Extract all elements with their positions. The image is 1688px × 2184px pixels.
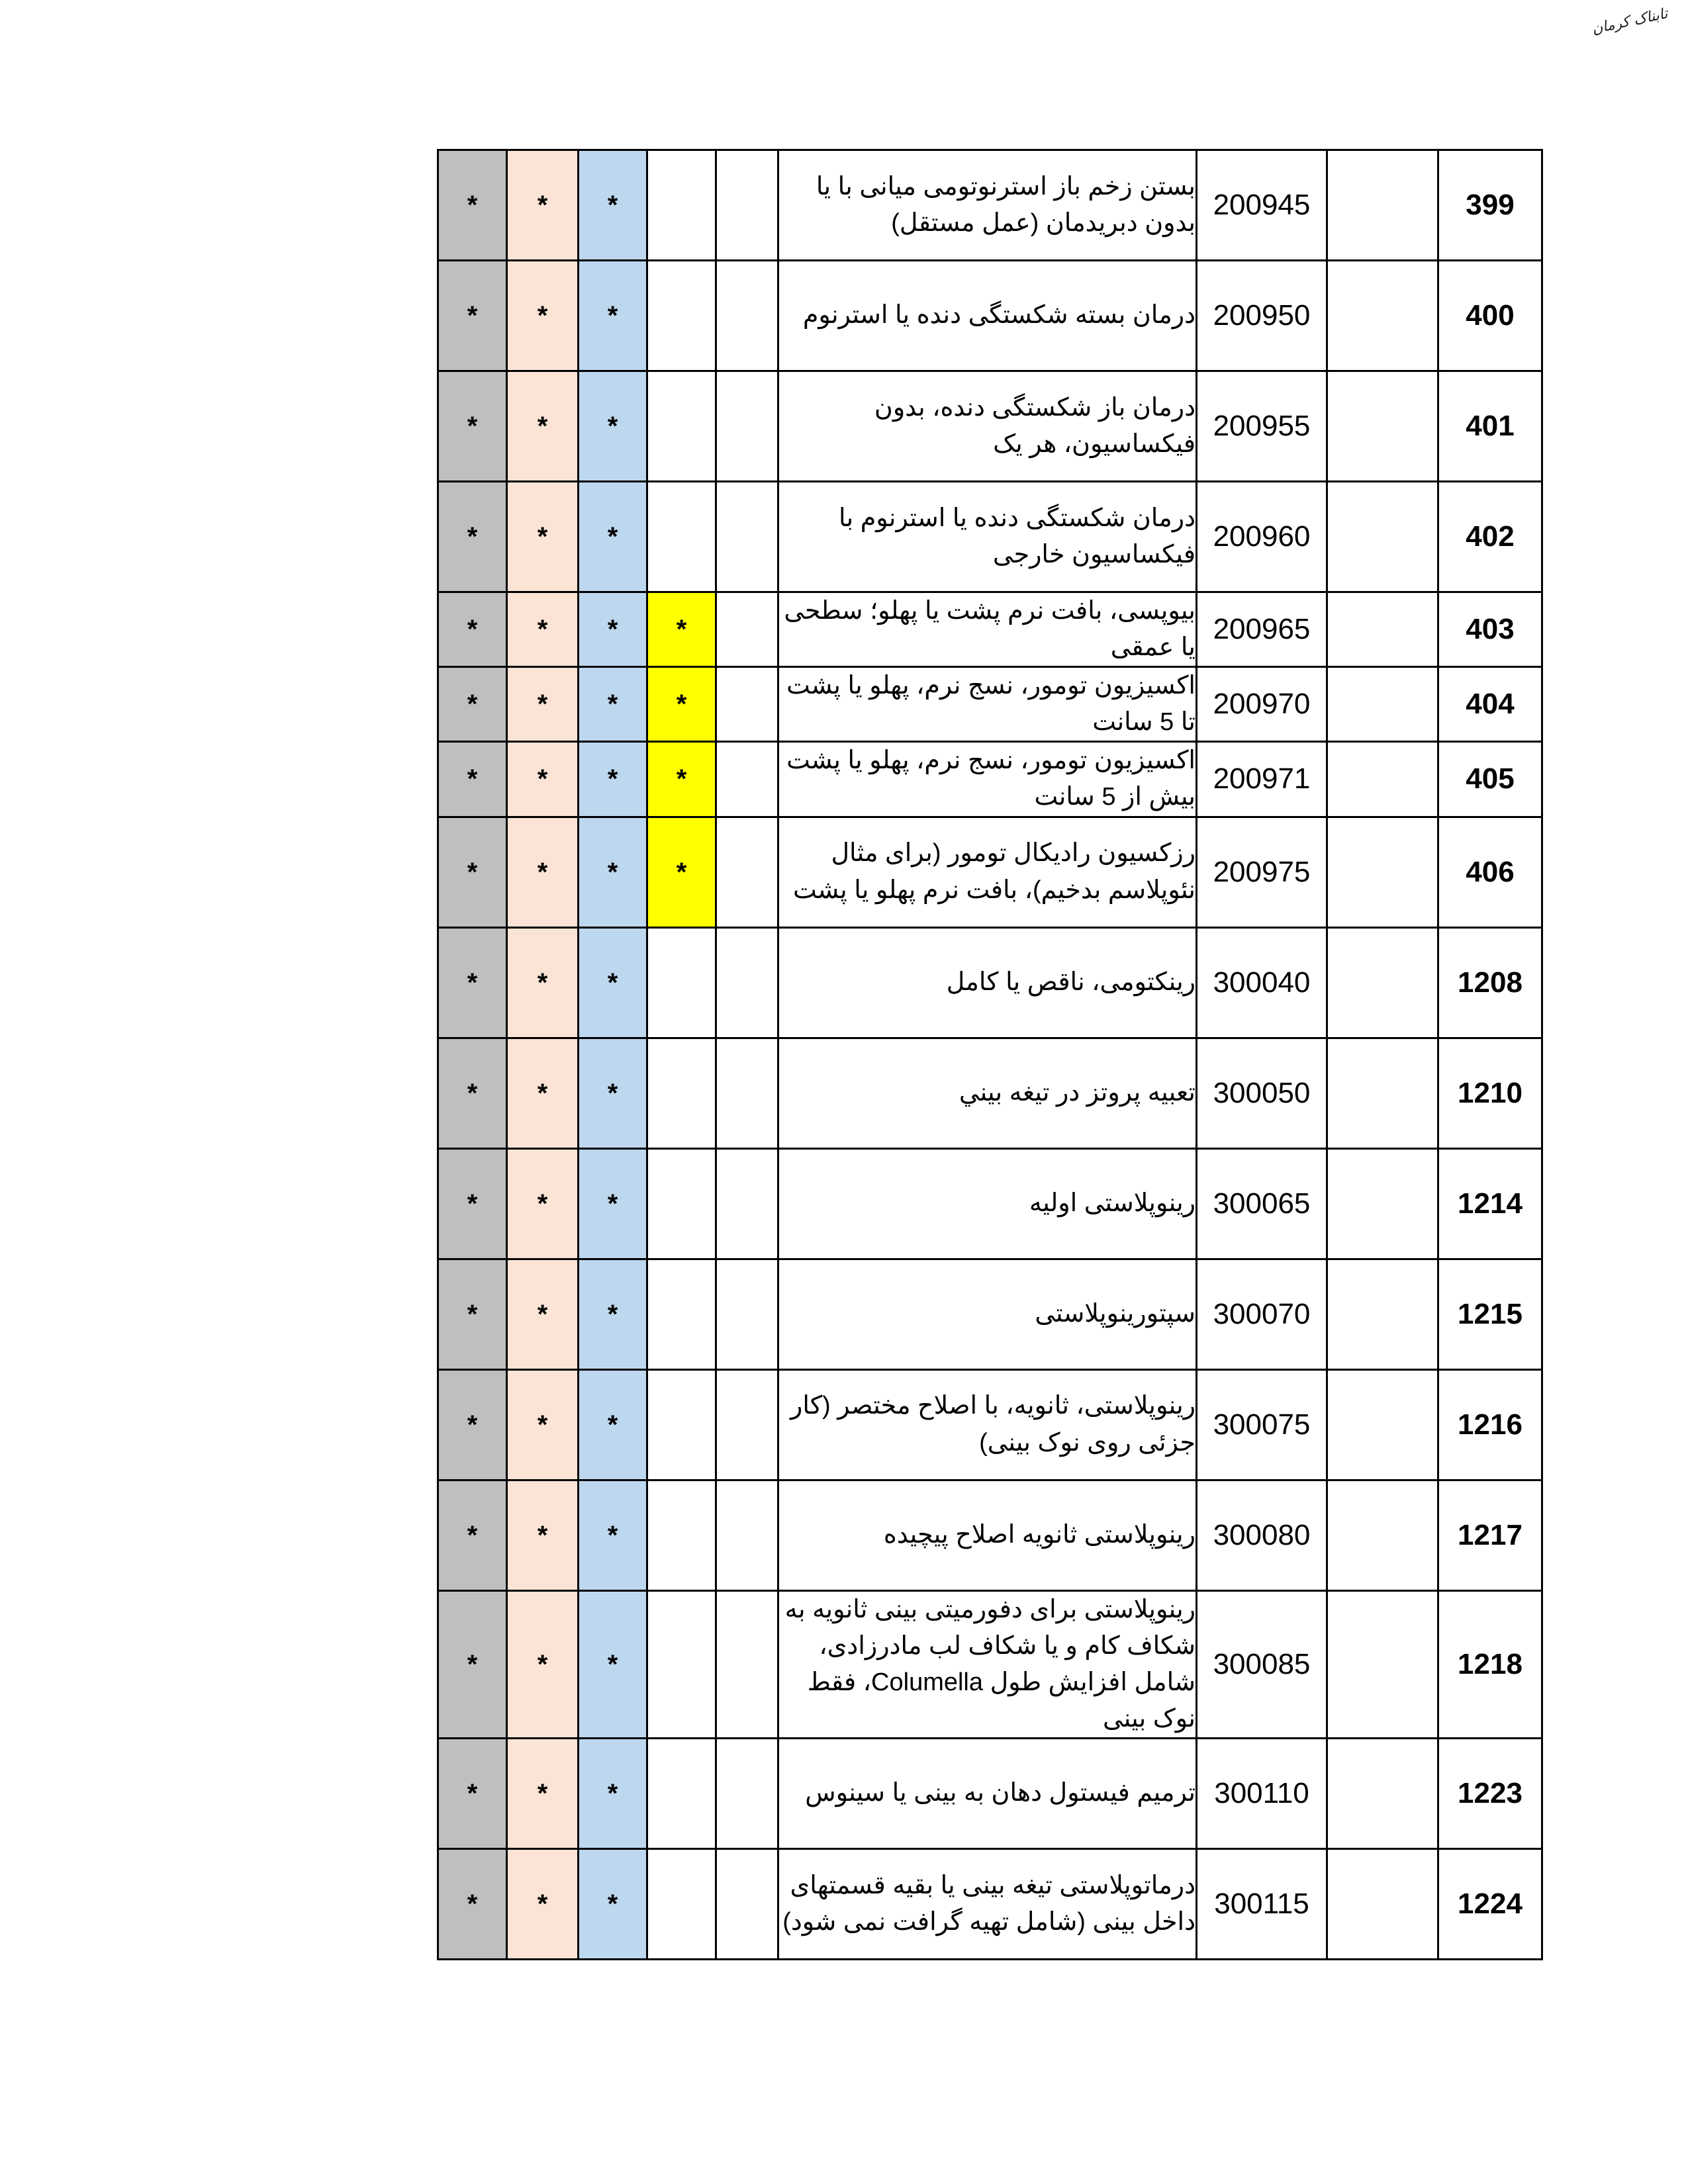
flag-column-cell [647,1038,716,1148]
blank-cell [716,482,778,592]
blue-column-cell-mark: * [607,1520,618,1550]
flag-column-cell [647,742,716,817]
peach-column-cell-mark: * [537,1078,548,1108]
service-description: اکسیزیون تومور، نسج نرم، پهلو یا پشت بیش از 5 سانت [778,742,1197,817]
service-description: رینوپلاستی، ثانویه، با اصلاح مختصر (کار جزئی روی نوک بینی) [778,1369,1197,1480]
blank-cell [716,1259,778,1369]
peach-column-cell [507,1259,579,1369]
table-row [438,742,1542,817]
peach-column-cell-mark: * [537,690,548,719]
blank-cell [716,927,778,1038]
gray-column-cell [438,1848,507,1959]
flag-column-cell-mark: * [676,857,687,887]
empty-cell [1327,1480,1438,1590]
blue-column-cell [579,371,647,482]
flag-column-cell [647,1369,716,1480]
row-number: 1216 [1438,1369,1542,1480]
service-code: 300075 [1197,1369,1327,1480]
flag-column-cell [647,817,716,927]
row-number: 1224 [1438,1848,1542,1959]
peach-column-cell [507,371,579,482]
row-number: 1223 [1438,1738,1542,1848]
flag-column-cell [647,667,716,742]
flag-column-cell-mark: * [676,764,687,794]
service-code: 200950 [1197,261,1327,371]
row-number: 405 [1438,742,1542,817]
blue-column-cell [579,742,647,817]
blue-column-cell-mark: * [607,1889,618,1919]
peach-column-cell [507,150,579,261]
blue-column-cell-mark: * [607,1649,618,1679]
blank-cell [716,1480,778,1590]
table-row [438,927,1542,1038]
gray-column-cell [438,1259,507,1369]
gray-column-cell [438,817,507,927]
empty-cell [1327,742,1438,817]
service-description: درمان بسته شکستگی دنده یا استرنوم [778,261,1197,371]
empty-cell [1327,371,1438,482]
blue-column-cell [579,817,647,927]
row-number: 1210 [1438,1038,1542,1148]
blank-cell [716,371,778,482]
blank-cell [716,150,778,261]
flag-column-cell [647,1590,716,1738]
blue-column-cell-mark: * [607,412,618,441]
peach-column-cell-mark: * [537,1410,548,1439]
row-number: 406 [1438,817,1542,927]
peach-column-cell-mark: * [537,1520,548,1550]
blank-cell [716,742,778,817]
tariff-table [437,149,1543,1960]
blue-column-cell-mark: * [607,522,618,551]
flag-column-cell [647,927,716,1038]
flag-column-cell [647,261,716,371]
peach-column-cell-mark: * [537,412,548,441]
empty-cell [1327,1848,1438,1959]
table-body [438,150,1542,1960]
flag-column-cell [647,1848,716,1959]
peach-column-cell-mark: * [537,1189,548,1218]
gray-column-cell-mark: * [467,191,478,220]
blue-column-cell [579,1259,647,1369]
flag-column-cell [647,1148,716,1259]
service-code: 300070 [1197,1259,1327,1369]
service-code: 300115 [1197,1848,1327,1959]
empty-cell [1327,1259,1438,1369]
blue-column-cell [579,667,647,742]
table-row [438,1148,1542,1259]
table-row [438,371,1542,482]
empty-cell [1327,592,1438,667]
peach-column-cell-mark: * [537,1778,548,1808]
table-row [438,667,1542,742]
peach-column-cell-mark: * [537,764,548,794]
blank-cell [716,1738,778,1848]
service-description: اکسیزیون تومور، نسج نرم، پهلو یا پشت تا 5 سانت [778,667,1197,742]
flag-column-cell-mark: * [676,615,687,645]
empty-cell [1327,1369,1438,1480]
blank-cell [716,1148,778,1259]
empty-cell [1327,150,1438,261]
peach-column-cell-mark: * [537,1649,548,1679]
service-description: رینوپلاستی برای دفورمیتی بینی ثانویه به شکاف کام و یا شکاف لب مادرزادی، شامل افزایش طول Columella، فقط نوک بینی [778,1590,1197,1738]
blue-column-cell [579,1369,647,1480]
gray-column-cell-mark: * [467,412,478,441]
row-number: 400 [1438,261,1542,371]
gray-column-cell-mark: * [467,968,478,997]
gray-column-cell [438,1369,507,1480]
service-description: درمان شکستگی دنده یا استرنوم با فیکساسیون خارجی [778,482,1197,592]
peach-column-cell-mark: * [537,615,548,645]
service-code: 300065 [1197,1148,1327,1259]
service-code: 200970 [1197,667,1327,742]
service-description: بستن زخم باز استرنوتومی میانی با یا بدون دبریدمان (عمل مستقل) [778,150,1197,261]
table-row [438,150,1542,261]
flag-column-cell [647,592,716,667]
peach-column-cell [507,1590,579,1738]
gray-column-cell [438,742,507,817]
blue-column-cell-mark: * [607,968,618,997]
empty-cell [1327,1148,1438,1259]
peach-column-cell-mark: * [537,1889,548,1919]
blue-column-cell-mark: * [607,1410,618,1439]
blue-column-cell [579,1590,647,1738]
service-code: 200945 [1197,150,1327,261]
gray-column-cell [438,667,507,742]
service-code: 300110 [1197,1738,1327,1848]
blank-cell [716,817,778,927]
blank-cell [716,592,778,667]
blue-column-cell-mark: * [607,191,618,220]
row-number: 1218 [1438,1590,1542,1738]
blue-column-cell [579,1480,647,1590]
service-code: 200965 [1197,592,1327,667]
service-description: سپتورینوپلاستی [778,1259,1197,1369]
blue-column-cell-mark: * [607,857,618,887]
gray-column-cell [438,592,507,667]
service-code: 200960 [1197,482,1327,592]
gray-column-cell [438,1038,507,1148]
flag-column-cell [647,1480,716,1590]
flag-column-cell [647,1259,716,1369]
gray-column-cell-mark: * [467,857,478,887]
blue-column-cell [579,1148,647,1259]
service-description: ترمیم فیستول دهان به بینی یا سینوس [778,1738,1197,1848]
table-row [438,1259,1542,1369]
blue-column-cell [579,927,647,1038]
service-description: تعبیه پروتز در تیغه بيني [778,1038,1197,1148]
gray-column-cell-mark: * [467,1078,478,1108]
gray-column-cell [438,150,507,261]
blank-cell [716,1038,778,1148]
service-description: رینکتومی، ناقص یا کامل [778,927,1197,1038]
blue-column-cell [579,1738,647,1848]
blue-column-cell-mark: * [607,615,618,645]
flag-column-cell [647,150,716,261]
peach-column-cell-mark: * [537,968,548,997]
gray-column-cell [438,1590,507,1738]
flag-column-cell [647,482,716,592]
gray-column-cell [438,1480,507,1590]
flag-column-cell [647,371,716,482]
blue-column-cell [579,1848,647,1959]
peach-column-cell [507,592,579,667]
gray-column-cell [438,1738,507,1848]
blue-column-cell [579,1038,647,1148]
gray-column-cell-mark: * [467,1299,478,1329]
gray-column-cell-mark: * [467,522,478,551]
gray-column-cell-mark: * [467,1520,478,1550]
row-number: 399 [1438,150,1542,261]
blue-column-cell [579,150,647,261]
gray-column-cell-mark: * [467,1889,478,1919]
row-number: 403 [1438,592,1542,667]
blue-column-cell [579,261,647,371]
flag-column-cell [647,1738,716,1848]
peach-column-cell [507,667,579,742]
gray-column-cell [438,371,507,482]
peach-column-cell [507,1480,579,1590]
site-watermark-logo: تابناک کرمان [1590,5,1669,38]
blue-column-cell-mark: * [607,1778,618,1808]
blue-column-cell-mark: * [607,1299,618,1329]
peach-column-cell [507,817,579,927]
table-row [438,1369,1542,1480]
empty-cell [1327,261,1438,371]
row-number: 402 [1438,482,1542,592]
peach-column-cell-mark: * [537,301,548,330]
peach-column-cell-mark: * [537,522,548,551]
peach-column-cell [507,1738,579,1848]
service-description: درمان باز شکستگی دنده، بدون فیکساسیون، هر یک [778,371,1197,482]
gray-column-cell-mark: * [467,1410,478,1439]
gray-column-cell-mark: * [467,690,478,719]
service-description: رینوپلاستی ثانویه اصلاح پیچیده [778,1480,1197,1590]
peach-column-cell [507,1848,579,1959]
service-code: 200955 [1197,371,1327,482]
blank-cell [716,667,778,742]
peach-column-cell [507,1148,579,1259]
flag-column-cell-mark: * [676,690,687,719]
peach-column-cell [507,927,579,1038]
gray-column-cell [438,261,507,371]
blank-cell [716,261,778,371]
peach-column-cell [507,1369,579,1480]
empty-cell [1327,1738,1438,1848]
service-code: 200975 [1197,817,1327,927]
service-description: درماتوپلاستی تیغه بینی یا بقیه قسمتهای داخل بینی (شامل تهیه گرافت نمی شود) [778,1848,1197,1959]
table-row [438,592,1542,667]
blue-column-cell-mark: * [607,690,618,719]
service-code: 300085 [1197,1590,1327,1738]
service-code: 300050 [1197,1038,1327,1148]
row-number: 401 [1438,371,1542,482]
row-number: 404 [1438,667,1542,742]
peach-column-cell-mark: * [537,1299,548,1329]
row-number: 1208 [1438,927,1542,1038]
blue-column-cell-mark: * [607,764,618,794]
blue-column-cell [579,592,647,667]
peach-column-cell [507,742,579,817]
gray-column-cell-mark: * [467,764,478,794]
table-row [438,1480,1542,1590]
empty-cell [1327,482,1438,592]
row-number: 1217 [1438,1480,1542,1590]
service-code: 300040 [1197,927,1327,1038]
blank-cell [716,1369,778,1480]
blue-column-cell-mark: * [607,301,618,330]
gray-column-cell [438,1148,507,1259]
peach-column-cell [507,261,579,371]
table-row [438,1848,1542,1959]
gray-column-cell [438,927,507,1038]
peach-column-cell-mark: * [537,191,548,220]
empty-cell [1327,667,1438,742]
gray-column-cell-mark: * [467,1649,478,1679]
peach-column-cell [507,1038,579,1148]
blank-cell [716,1590,778,1738]
service-code: 300080 [1197,1480,1327,1590]
blue-column-cell-mark: * [607,1189,618,1218]
service-code: 200971 [1197,742,1327,817]
table-row [438,1590,1542,1738]
gray-column-cell-mark: * [467,1778,478,1808]
gray-column-cell-mark: * [467,615,478,645]
table-row [438,1738,1542,1848]
table-row [438,482,1542,592]
table-row [438,261,1542,371]
gray-column-cell-mark: * [467,1189,478,1218]
peach-column-cell [507,482,579,592]
empty-cell [1327,1590,1438,1738]
blank-cell [716,1848,778,1959]
blue-column-cell-mark: * [607,1078,618,1108]
table-row [438,1038,1542,1148]
empty-cell [1327,1038,1438,1148]
empty-cell [1327,927,1438,1038]
service-description: رزکسیون رادیکال تومور (برای مثال نئوپلاسم بدخیم)، بافت نرم پهلو یا پشت [778,817,1197,927]
blue-column-cell [579,482,647,592]
gray-column-cell-mark: * [467,301,478,330]
service-description: بیوپسی، بافت نرم پشت یا پهلو؛ سطحی یا عمقی [778,592,1197,667]
row-number: 1214 [1438,1148,1542,1259]
peach-column-cell-mark: * [537,857,548,887]
service-description: رینوپلاستی اولیه [778,1148,1197,1259]
gray-column-cell [438,482,507,592]
empty-cell [1327,817,1438,927]
table-row [438,817,1542,927]
row-number: 1215 [1438,1259,1542,1369]
